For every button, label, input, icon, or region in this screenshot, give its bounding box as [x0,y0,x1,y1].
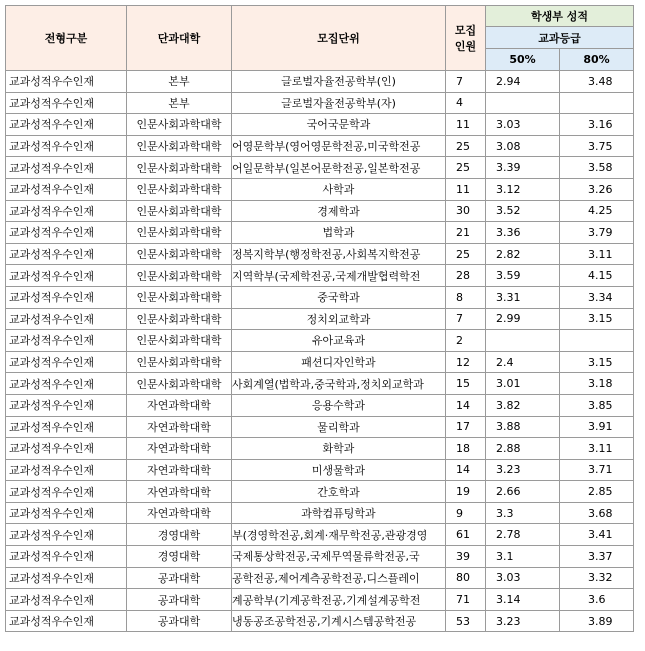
header-type: 전형구분 [6,6,127,71]
cell-quota: 15 [446,373,486,395]
cell-type: 교과성적우수인재 [6,178,127,200]
cell-quota: 7 [446,308,486,330]
cell-type: 교과성적우수인재 [6,589,127,611]
cell-grade-80: 3.11 [560,438,634,460]
cell-college: 인문사회과학대학 [127,178,232,200]
cell-college: 공과대학 [127,610,232,632]
cell-grade-80: 3.85 [560,394,634,416]
table-row [6,610,634,632]
cell-quota: 30 [446,200,486,222]
cell-unit: 화학과 [232,438,446,460]
cell-unit: 미생물학과 [232,459,446,481]
header-quota-line1: 모집 [454,24,477,37]
cell-grade-50: 3.39 [486,157,560,179]
cell-grade-80: 3.34 [560,286,634,308]
table-row [6,416,634,438]
cell-grade-50: 3.88 [486,416,560,438]
cell-college: 인문사회과학대학 [127,308,232,330]
table-row [6,92,634,114]
cell-type: 교과성적우수인재 [6,351,127,373]
cell-grade-50: 2.4 [486,351,560,373]
cell-unit: 국어국문학과 [232,114,446,136]
cell-grade-50 [486,330,560,352]
cell-quota: 80 [446,567,486,589]
table-row [6,481,634,503]
cell-type: 교과성적우수인재 [6,416,127,438]
cell-college: 공과대학 [127,567,232,589]
cell-grade-80: 3.26 [560,178,634,200]
cell-college: 공과대학 [127,589,232,611]
cell-type: 교과성적우수인재 [6,114,127,136]
cell-grade-80: 3.41 [560,524,634,546]
table-row [6,222,634,244]
cell-college: 인문사회과학대학 [127,330,232,352]
cell-type: 교과성적우수인재 [6,438,127,460]
cell-type: 교과성적우수인재 [6,502,127,524]
cell-type: 교과성적우수인재 [6,567,127,589]
cell-type: 교과성적우수인재 [6,135,127,157]
cell-grade-50: 3.08 [486,135,560,157]
table-row [6,351,634,373]
cell-quota: 21 [446,222,486,244]
cell-quota: 39 [446,546,486,568]
cell-grade-80: 3.89 [560,610,634,632]
cell-type: 교과성적우수인재 [6,286,127,308]
cell-unit: 계공학부(기계공학전공,기계설계공학전 [232,589,446,611]
cell-grade-80: 3.37 [560,546,634,568]
table-row [6,330,634,352]
cell-college: 자연과학대학 [127,481,232,503]
cell-type: 교과성적우수인재 [6,524,127,546]
table-row [6,589,634,611]
header-50-percent: 50% [486,49,560,71]
cell-grade-50: 3.12 [486,178,560,200]
cell-quota: 2 [446,330,486,352]
cell-college: 본부 [127,71,232,93]
cell-grade-80: 3.71 [560,459,634,481]
cell-quota: 25 [446,157,486,179]
cell-unit: 부(경영학전공,회계·재무학전공,관광경영 [232,524,446,546]
cell-unit: 정복지학부(행정학전공,사회복지학전공 [232,243,446,265]
cell-unit: 사회계열(법학과,중국학과,정치외교학과 [232,373,446,395]
cell-college: 인문사회과학대학 [127,351,232,373]
cell-grade-50 [486,92,560,114]
cell-unit: 중국학과 [232,286,446,308]
cell-grade-50: 2.78 [486,524,560,546]
table-row [6,157,634,179]
cell-unit: 국제통상학전공,국제무역물류학전공,국 [232,546,446,568]
header-score: 학생부 성적 [486,6,634,27]
cell-quota: 11 [446,178,486,200]
cell-college: 인문사회과학대학 [127,222,232,244]
table-row [6,394,634,416]
header-college: 단과대학 [127,6,232,71]
cell-quota: 61 [446,524,486,546]
cell-grade-80: 3.75 [560,135,634,157]
cell-unit: 과학컴퓨팅학과 [232,502,446,524]
cell-quota: 18 [446,438,486,460]
cell-unit: 어일문학부(일본어문학전공,일본학전공 [232,157,446,179]
cell-unit: 법학과 [232,222,446,244]
cell-unit: 냉동공조공학전공,기계시스템공학전공 [232,610,446,632]
cell-unit: 유아교육과 [232,330,446,352]
cell-grade-80: 3.11 [560,243,634,265]
cell-college: 자연과학대학 [127,502,232,524]
table-row [6,438,634,460]
cell-type: 교과성적우수인재 [6,610,127,632]
cell-unit: 물리학과 [232,416,446,438]
cell-type: 교과성적우수인재 [6,546,127,568]
cell-college: 인문사회과학대학 [127,265,232,287]
cell-type: 교과성적우수인재 [6,481,127,503]
cell-grade-80: 3.32 [560,567,634,589]
cell-grade-50: 2.66 [486,481,560,503]
cell-quota: 71 [446,589,486,611]
cell-college: 경영대학 [127,546,232,568]
cell-quota: 14 [446,394,486,416]
cell-grade-80: 3.16 [560,114,634,136]
cell-unit: 글로벌자율전공학부(자) [232,92,446,114]
cell-quota: 19 [446,481,486,503]
cell-college: 자연과학대학 [127,438,232,460]
table-row [6,502,634,524]
cell-grade-50: 2.82 [486,243,560,265]
cell-grade-50: 3.1 [486,546,560,568]
cell-grade-80 [560,92,634,114]
cell-grade-50: 3.3 [486,502,560,524]
table-row [6,265,634,287]
cell-quota: 25 [446,135,486,157]
cell-grade-80: 3.6 [560,589,634,611]
cell-college: 인문사회과학대학 [127,200,232,222]
cell-grade-80: 3.15 [560,308,634,330]
cell-quota: 7 [446,71,486,93]
table-row [6,308,634,330]
header-quota-line2: 인원 [454,40,477,53]
cell-grade-80: 3.58 [560,157,634,179]
cell-grade-50: 2.99 [486,308,560,330]
cell-quota: 14 [446,459,486,481]
cell-grade-80 [560,330,634,352]
cell-grade-50: 3.52 [486,200,560,222]
table-row [6,135,634,157]
cell-grade-80: 3.15 [560,351,634,373]
cell-college: 인문사회과학대학 [127,373,232,395]
header-unit: 모집단위 [232,6,446,71]
cell-grade-80: 2.85 [560,481,634,503]
cell-unit: 공학전공,제어계측공학전공,디스플레이 [232,567,446,589]
table-body [6,71,634,632]
cell-unit: 사학과 [232,178,446,200]
cell-quota: 11 [446,114,486,136]
cell-type: 교과성적우수인재 [6,459,127,481]
cell-type: 교과성적우수인재 [6,92,127,114]
cell-grade-80: 3.79 [560,222,634,244]
cell-type: 교과성적우수인재 [6,222,127,244]
cell-quota: 28 [446,265,486,287]
cell-grade-50: 2.88 [486,438,560,460]
cell-college: 경영대학 [127,524,232,546]
cell-quota: 8 [446,286,486,308]
cell-type: 교과성적우수인재 [6,373,127,395]
cell-grade-50: 3.03 [486,114,560,136]
cell-type: 교과성적우수인재 [6,243,127,265]
cell-college: 본부 [127,92,232,114]
cell-grade-80: 3.68 [560,502,634,524]
cell-college: 자연과학대학 [127,459,232,481]
table-row [6,373,634,395]
cell-grade-80: 4.25 [560,200,634,222]
cell-college: 자연과학대학 [127,416,232,438]
table-row [6,546,634,568]
cell-type: 교과성적우수인재 [6,157,127,179]
cell-quota: 53 [446,610,486,632]
table-row [6,200,634,222]
cell-college: 인문사회과학대학 [127,114,232,136]
cell-type: 교과성적우수인재 [6,308,127,330]
cell-unit: 정치외교학과 [232,308,446,330]
cell-grade-50: 3.36 [486,222,560,244]
cell-grade-50: 3.82 [486,394,560,416]
cell-grade-50: 3.59 [486,265,560,287]
table-row [6,114,634,136]
cell-college: 자연과학대학 [127,394,232,416]
cell-grade-50: 3.03 [486,567,560,589]
cell-grade-80: 3.48 [560,71,634,93]
cell-unit: 응용수학과 [232,394,446,416]
header-80-percent: 80% [560,49,634,71]
table-row [6,524,634,546]
table-row [6,243,634,265]
cell-quota: 9 [446,502,486,524]
cell-college: 인문사회과학대학 [127,157,232,179]
cell-grade-50: 3.01 [486,373,560,395]
cell-type: 교과성적우수인재 [6,330,127,352]
table-row [6,71,634,93]
cell-unit: 경제학과 [232,200,446,222]
cell-college: 인문사회과학대학 [127,135,232,157]
cell-unit: 지역학부(국제학전공,국제개발협력학전 [232,265,446,287]
header-quota [446,6,486,71]
cell-college: 인문사회과학대학 [127,286,232,308]
cell-quota: 12 [446,351,486,373]
cell-type: 교과성적우수인재 [6,200,127,222]
cell-grade-80: 3.91 [560,416,634,438]
cell-grade-50: 3.14 [486,589,560,611]
table-row [6,178,634,200]
cell-unit: 패션디자인학과 [232,351,446,373]
table-row [6,286,634,308]
header-grade: 교과등급 [486,27,634,49]
cell-unit: 간호학과 [232,481,446,503]
cell-grade-50: 2.94 [486,71,560,93]
cell-grade-80: 4.15 [560,265,634,287]
cell-unit: 어영문학부(영어영문학전공,미국학전공 [232,135,446,157]
table-row [6,459,634,481]
cell-unit: 글로벌자율전공학부(인) [232,71,446,93]
cell-quota: 25 [446,243,486,265]
cell-grade-80: 3.18 [560,373,634,395]
cell-grade-50: 3.23 [486,610,560,632]
cell-type: 교과성적우수인재 [6,71,127,93]
cell-quota: 17 [446,416,486,438]
table-row [6,567,634,589]
cell-type: 교과성적우수인재 [6,394,127,416]
admission-results-table [5,5,634,632]
cell-quota: 4 [446,92,486,114]
cell-college: 인문사회과학대학 [127,243,232,265]
cell-grade-50: 3.23 [486,459,560,481]
cell-type: 교과성적우수인재 [6,265,127,287]
cell-grade-50: 3.31 [486,286,560,308]
